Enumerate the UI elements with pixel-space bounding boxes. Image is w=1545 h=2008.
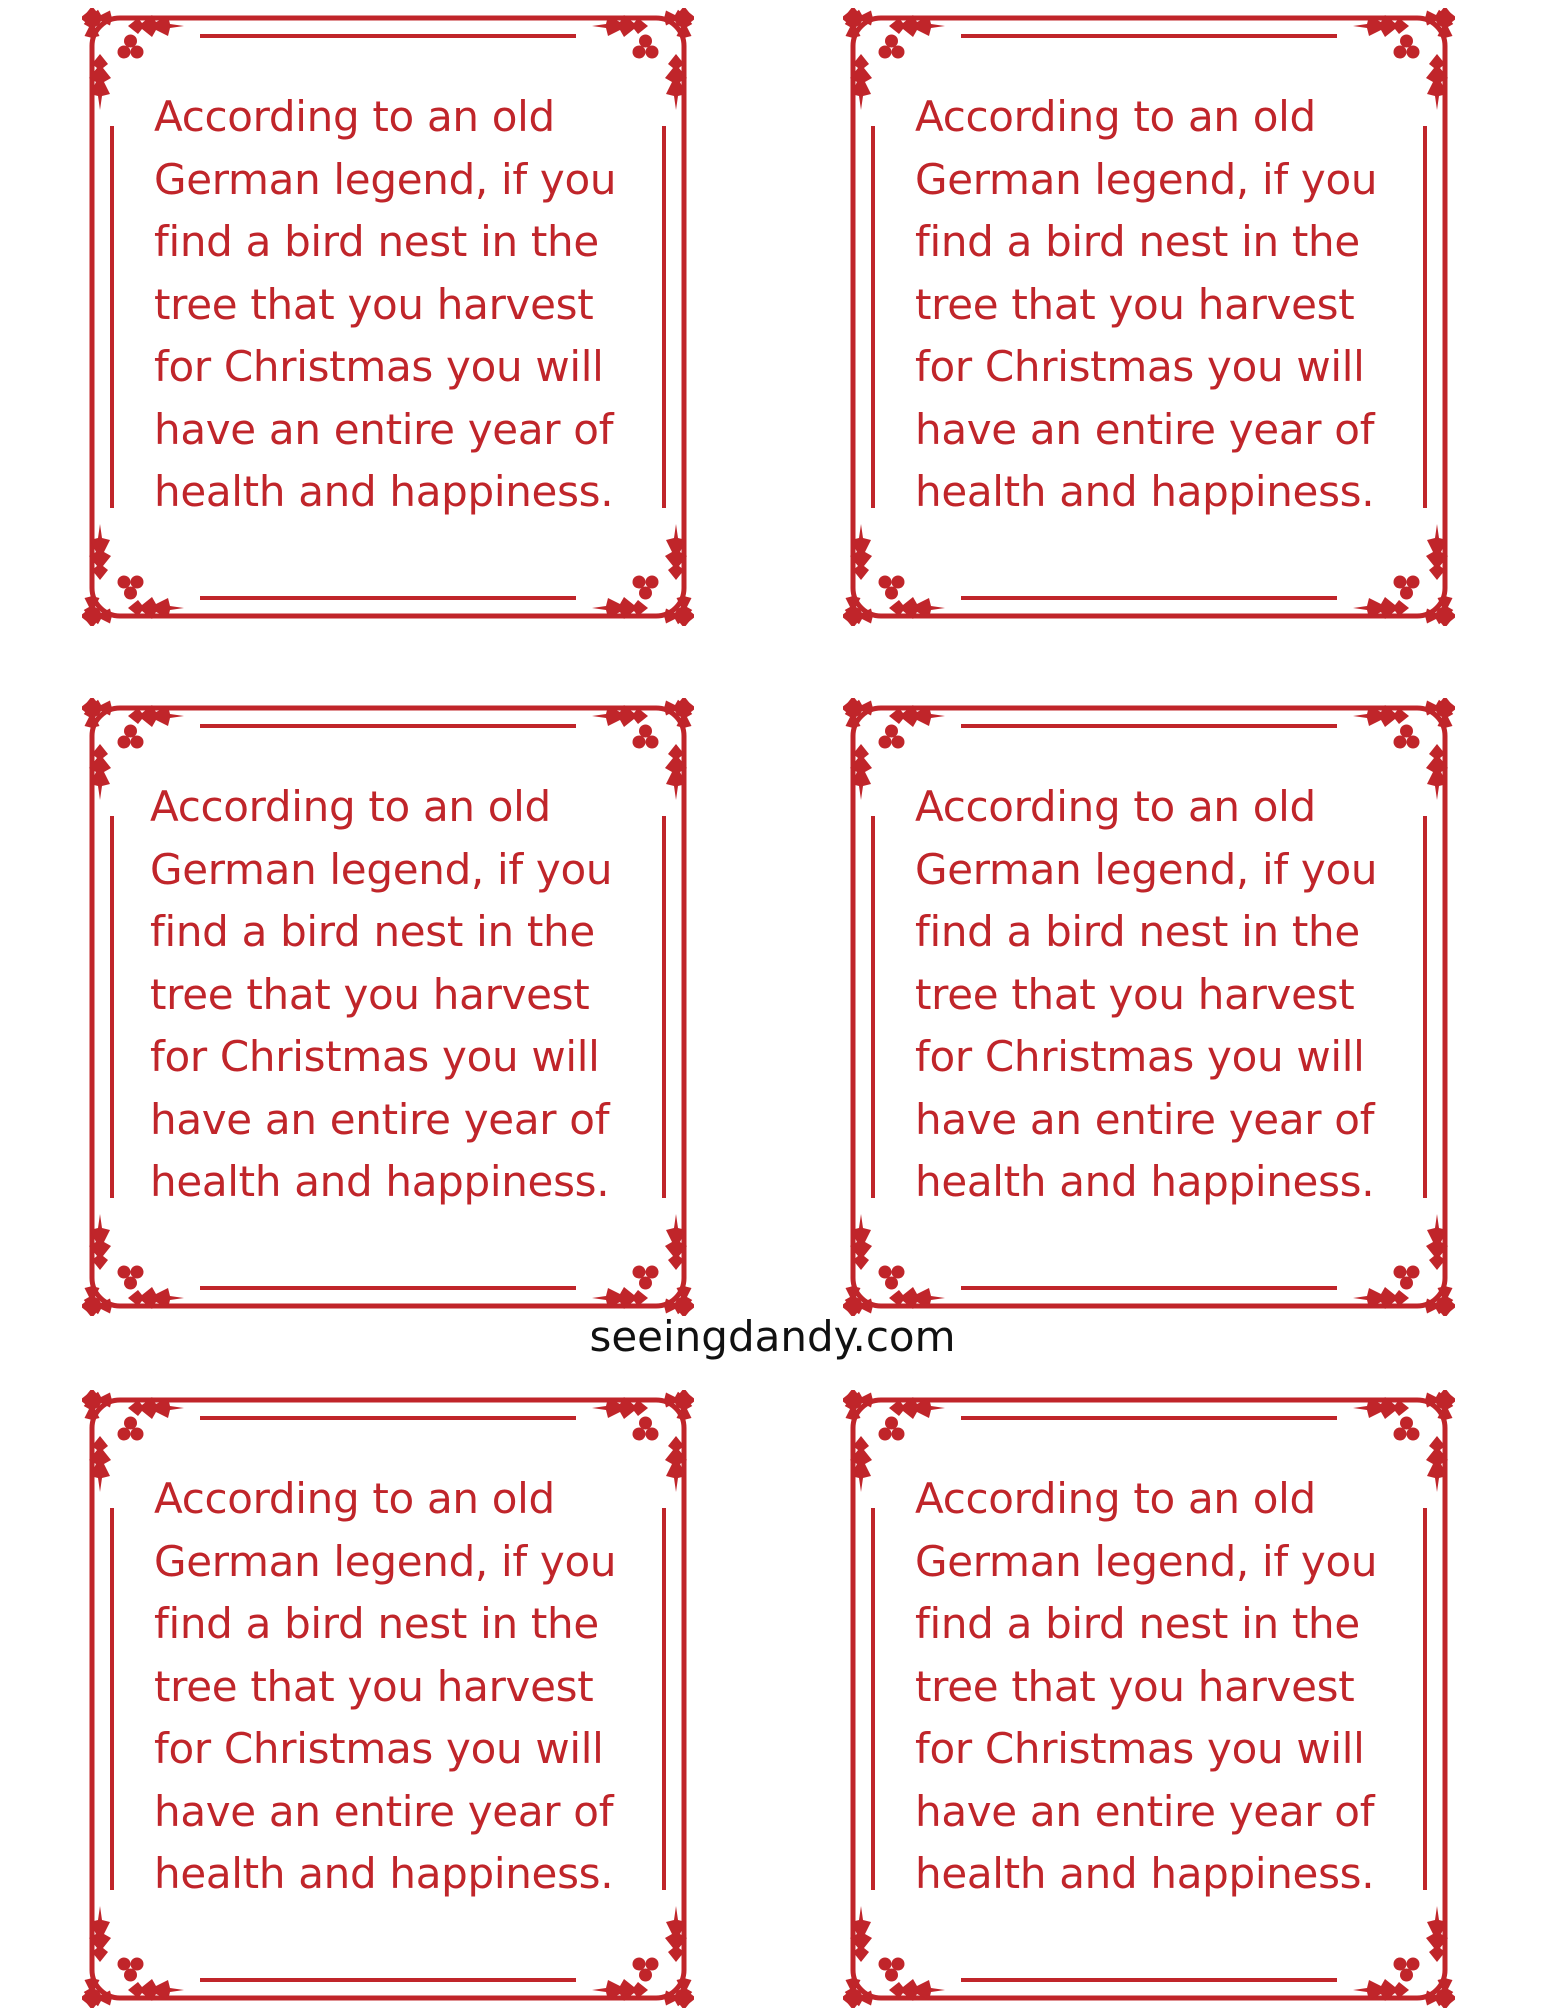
holly-berries-icon xyxy=(118,35,144,59)
legend-line: health and happiness. xyxy=(150,1157,610,1206)
legend-line: find a bird nest in the xyxy=(915,907,1360,956)
legend-line: for Christmas you will xyxy=(915,1724,1365,1773)
legend-line: health and happiness. xyxy=(915,467,1375,516)
holly-berries-icon xyxy=(1394,1958,1420,1982)
holly-berries-icon xyxy=(633,576,659,600)
legend-line: find a bird nest in the xyxy=(915,1599,1360,1648)
legend-line: tree that you harvest xyxy=(915,279,1355,329)
legend-line: have an entire year of xyxy=(915,1786,1375,1836)
legend-line: find a bird nest in the xyxy=(154,217,599,266)
legend-line: for Christmas you will xyxy=(154,1724,604,1773)
holly-berries-icon xyxy=(633,1958,659,1982)
legend-text xyxy=(154,86,654,524)
legend-line: for Christmas you will xyxy=(915,342,1365,391)
holly-berries-icon xyxy=(633,35,659,59)
legend-text xyxy=(915,86,1415,524)
legend-line: According to an old xyxy=(915,92,1316,141)
holly-corner-icon xyxy=(843,1214,945,1316)
holly-corner-icon xyxy=(843,1906,945,2008)
legend-line: tree that you harvest xyxy=(154,1661,594,1711)
legend-line: German legend, if you xyxy=(154,154,617,204)
site-watermark: seeingdandy.com xyxy=(589,1312,956,1361)
legend-card-2 xyxy=(843,8,1455,626)
legend-line: German legend, if you xyxy=(915,844,1378,894)
legend-line: find a bird nest in the xyxy=(915,217,1360,266)
legend-card-5 xyxy=(82,1390,694,2008)
holly-berries-icon xyxy=(118,1958,144,1982)
holly-berries-icon xyxy=(879,1958,905,1982)
holly-berries-icon xyxy=(879,1417,905,1441)
legend-line: health and happiness. xyxy=(154,1849,614,1898)
legend-text xyxy=(915,1468,1415,1906)
legend-line: have an entire year of xyxy=(915,404,1375,454)
legend-line: have an entire year of xyxy=(154,404,614,454)
holly-corner-icon xyxy=(592,1214,694,1316)
holly-berries-icon xyxy=(633,1266,659,1290)
legend-line: German legend, if you xyxy=(150,844,613,894)
holly-corner-icon xyxy=(82,1906,184,2008)
holly-berries-icon xyxy=(118,1417,144,1441)
holly-berries-icon xyxy=(1394,576,1420,600)
legend-line: find a bird nest in the xyxy=(154,1599,599,1648)
legend-text xyxy=(154,1468,654,1906)
holly-corner-icon xyxy=(1353,1906,1455,2008)
legend-line: health and happiness. xyxy=(154,467,614,516)
legend-line: According to an old xyxy=(915,782,1316,831)
holly-corner-icon xyxy=(82,524,184,626)
legend-line: German legend, if you xyxy=(915,1536,1378,1586)
legend-line: for Christmas you will xyxy=(150,1032,600,1081)
holly-berries-icon xyxy=(879,725,905,749)
holly-berries-icon xyxy=(118,576,144,600)
legend-line: have an entire year of xyxy=(154,1786,614,1836)
holly-berries-icon xyxy=(118,1266,144,1290)
holly-berries-icon xyxy=(1394,725,1420,749)
legend-line: German legend, if you xyxy=(154,1536,617,1586)
legend-line: health and happiness. xyxy=(915,1157,1375,1206)
holly-berries-icon xyxy=(879,1266,905,1290)
legend-card-4 xyxy=(843,698,1455,1316)
legend-line: have an entire year of xyxy=(915,1094,1375,1144)
legend-line: German legend, if you xyxy=(915,154,1378,204)
holly-berries-icon xyxy=(633,1417,659,1441)
legend-line: for Christmas you will xyxy=(154,342,604,391)
holly-corner-icon xyxy=(1353,524,1455,626)
holly-berries-icon xyxy=(1394,1417,1420,1441)
holly-corner-icon xyxy=(592,524,694,626)
legend-card-1 xyxy=(82,8,694,626)
legend-line: have an entire year of xyxy=(150,1094,610,1144)
legend-text xyxy=(150,776,650,1214)
legend-line: According to an old xyxy=(154,1474,555,1523)
legend-line: tree that you harvest xyxy=(915,1661,1355,1711)
legend-card-3 xyxy=(82,698,694,1316)
legend-line: tree that you harvest xyxy=(154,279,594,329)
holly-berries-icon xyxy=(633,725,659,749)
legend-line: tree that you harvest xyxy=(150,969,590,1019)
legend-line: for Christmas you will xyxy=(915,1032,1365,1081)
holly-corner-icon xyxy=(592,1906,694,2008)
legend-line: tree that you harvest xyxy=(915,969,1355,1019)
legend-line: According to an old xyxy=(154,92,555,141)
holly-corner-icon xyxy=(82,1214,184,1316)
legend-text xyxy=(915,776,1415,1214)
holly-berries-icon xyxy=(879,35,905,59)
holly-berries-icon xyxy=(879,576,905,600)
legend-line: health and happiness. xyxy=(915,1849,1375,1898)
legend-card-6 xyxy=(843,1390,1455,2008)
legend-line: According to an old xyxy=(150,782,551,831)
legend-line: According to an old xyxy=(915,1474,1316,1523)
holly-corner-icon xyxy=(843,524,945,626)
holly-corner-icon xyxy=(1353,1214,1455,1316)
holly-berries-icon xyxy=(118,725,144,749)
holly-berries-icon xyxy=(1394,1266,1420,1290)
legend-line: find a bird nest in the xyxy=(150,907,595,956)
holly-berries-icon xyxy=(1394,35,1420,59)
